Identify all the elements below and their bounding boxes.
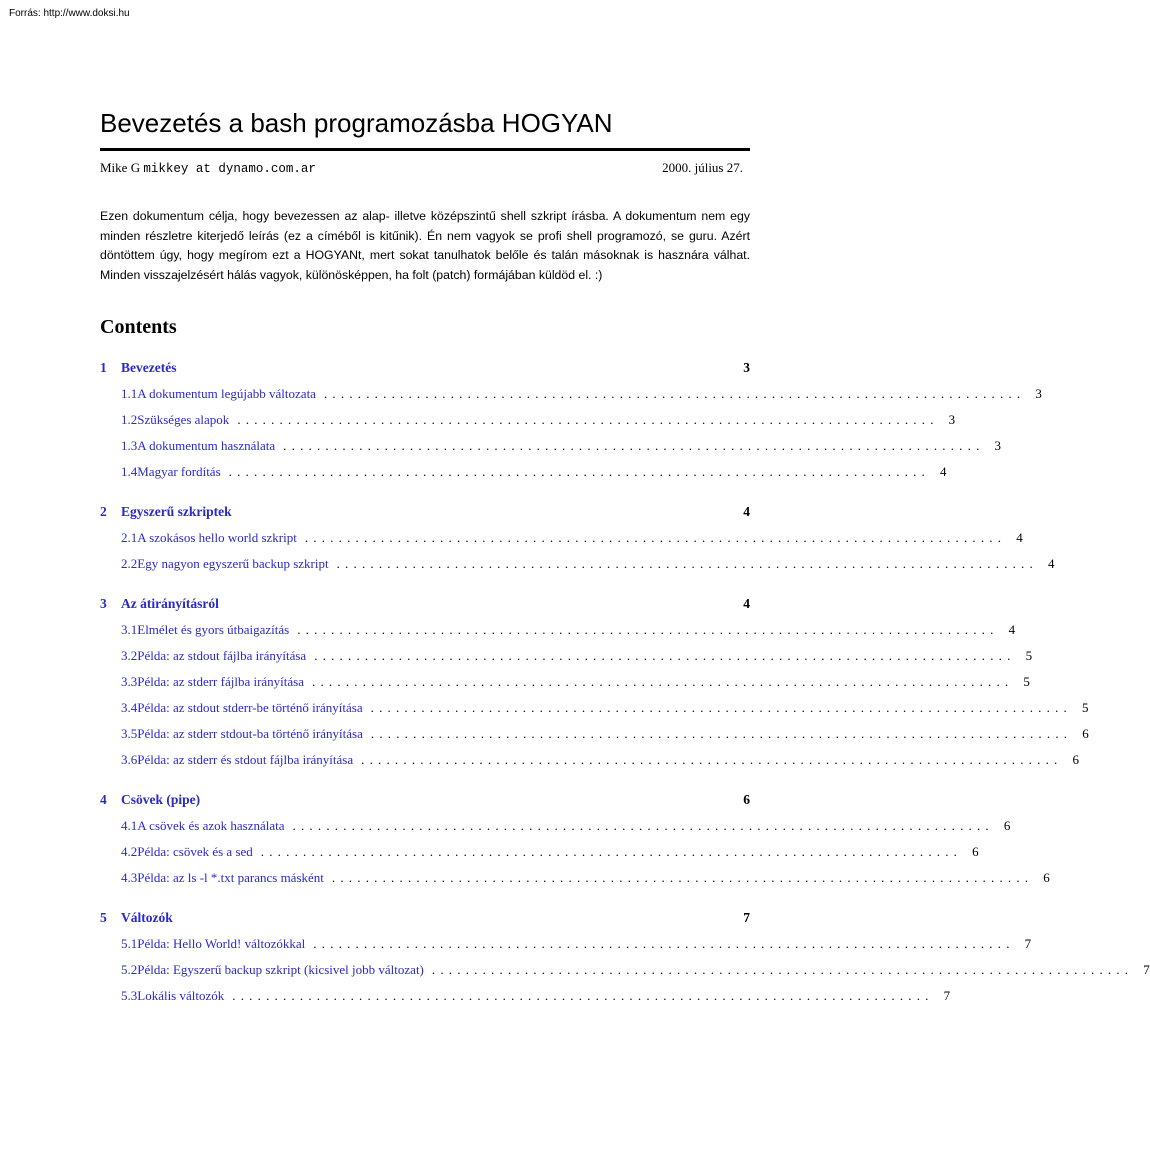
author-email: mikkey at dynamo.com.ar	[143, 162, 316, 176]
toc-subsection-link[interactable]: A dokumentum használata	[137, 438, 276, 453]
toc-subsection-link[interactable]: A dokumentum legújabb változata	[137, 386, 316, 401]
toc-subsection-number: 3.5	[121, 726, 138, 741]
toc-leader-dots: ...................................................................................	[260, 844, 963, 859]
toc-subsection-row[interactable]	[100, 726, 1089, 752]
toc-leader-dots: ...................................................................................	[232, 988, 934, 1003]
toc-subsection-number: 4.2	[121, 844, 138, 859]
toc-subsection-number: 4.1	[121, 818, 138, 833]
toc-page-number: 4	[940, 464, 947, 479]
toc-page-number: 6	[743, 792, 750, 807]
toc-subsection-link[interactable]: Példa: az ls -l *.txt parancs másként	[137, 870, 324, 885]
toc-subsection-row[interactable]	[100, 386, 1042, 412]
toc-section-row[interactable]	[100, 360, 750, 386]
toc-subsection-row[interactable]	[100, 936, 1032, 962]
toc-page-number: 3	[948, 412, 956, 427]
toc-section-number: 1	[100, 360, 107, 375]
toc-page-number: 4	[743, 504, 750, 519]
toc-page-number: 6	[1082, 726, 1089, 741]
toc-subsection-row[interactable]	[100, 464, 947, 490]
toc-subsection-row[interactable]	[100, 648, 1033, 674]
toc-leader-dots: ...................................................................................	[312, 674, 1014, 689]
toc-page-number: 7	[1143, 962, 1150, 977]
toc-subsection-number: 5.2	[121, 962, 138, 977]
toc-subsection-number: 5.1	[121, 936, 138, 951]
toc-subsection-number: 3.6	[121, 752, 138, 767]
toc-section-link[interactable]: Bevezetés	[121, 360, 177, 375]
toc-subsection-link[interactable]: Elmélet és gyors útbaigazítás	[137, 622, 290, 637]
toc-section-number: 2	[100, 504, 107, 519]
toc-section-row[interactable]	[100, 792, 750, 818]
toc-subsection-row[interactable]	[100, 438, 1002, 464]
toc-section-link[interactable]: Az átirányításról	[121, 596, 219, 611]
toc-subsection-number: 3.1	[121, 622, 138, 637]
toc-subsection-row[interactable]	[100, 844, 979, 870]
contents-heading: Contents	[100, 316, 177, 338]
toc-leader-dots: ...................................................................................	[313, 936, 1015, 951]
toc-section-link[interactable]: Változók	[121, 910, 173, 925]
toc-section-5	[100, 910, 1150, 1014]
toc-subsection-row[interactable]	[100, 988, 951, 1014]
toc-page-number: 3	[1035, 386, 1042, 401]
toc-subsection-row[interactable]	[100, 700, 1089, 726]
table-of-contents	[100, 360, 1150, 1028]
toc-section-number: 4	[100, 792, 107, 807]
toc-subsection-link[interactable]: Lokális változók	[137, 988, 225, 1003]
toc-subsection-link[interactable]: Magyar fordítás	[137, 464, 221, 479]
toc-page-number: 3	[994, 438, 1002, 453]
toc-page-number: 3	[743, 360, 750, 375]
document-date: 2000. július 27.	[662, 160, 743, 175]
toc-leader-dots: ...................................................................................	[292, 818, 994, 833]
toc-page-number: 5	[1023, 674, 1030, 689]
toc-subsection-row[interactable]	[100, 818, 1011, 844]
toc-subsection-link[interactable]: A szokásos hello world szkript	[137, 530, 297, 545]
toc-leader-dots: ...................................................................................	[331, 870, 1034, 885]
toc-section-2	[100, 504, 1055, 582]
toc-leader-dots: ...................................................................................	[370, 700, 1072, 715]
toc-page-number: 6	[972, 844, 979, 859]
toc-leader-dots: ...................................................................................	[228, 464, 930, 479]
title-rule	[100, 148, 750, 151]
toc-subsection-link[interactable]: Példa: Egyszerű backup szkript (kicsivel jobb változat)	[137, 962, 424, 977]
toc-section-1	[100, 360, 1042, 490]
toc-page-number: 4	[1016, 530, 1023, 545]
toc-section-4	[100, 792, 1050, 896]
source-url: Forrás: http://www.doksi.hu	[9, 8, 130, 19]
toc-leader-dots: ...................................................................................	[431, 962, 1134, 977]
toc-page-number: 4	[743, 596, 750, 611]
toc-section-row[interactable]	[100, 910, 750, 936]
toc-subsection-link[interactable]: Példa: az stdout fájlba irányítása	[137, 648, 307, 663]
toc-subsection-number: 3.4	[121, 700, 138, 715]
toc-subsection-link[interactable]: Példa: Hello World! változókkal	[137, 936, 306, 951]
toc-section-number: 5	[100, 910, 107, 925]
toc-subsection-link[interactable]: Példa: az stderr fájlba irányítása	[137, 674, 305, 689]
toc-leader-dots: ...................................................................................	[237, 412, 939, 427]
toc-page-number: 7	[743, 910, 750, 925]
toc-subsection-row[interactable]	[100, 962, 1150, 988]
toc-page-number: 4	[1047, 556, 1055, 571]
toc-subsection-number: 1.1	[121, 386, 138, 401]
toc-leader-dots: ...................................................................................	[297, 622, 999, 637]
toc-subsection-link[interactable]: Példa: az stdout stderr-be történő irányítása	[137, 700, 363, 715]
author-line	[100, 160, 316, 176]
toc-page-number: 4	[1008, 622, 1016, 637]
toc-page-number: 6	[1072, 752, 1079, 767]
toc-subsection-row[interactable]	[100, 674, 1030, 700]
document-title: Bevezetés a bash programozásba HOGYAN	[100, 108, 613, 138]
toc-leader-dots: ...................................................................................	[283, 438, 985, 453]
toc-page-number: 7	[943, 988, 951, 1003]
toc-leader-dots: ...................................................................................	[370, 726, 1073, 741]
toc-subsection-number: 1.4	[121, 464, 138, 479]
toc-page-number: 7	[1024, 936, 1032, 951]
toc-leader-dots: ...................................................................................	[361, 752, 1063, 767]
toc-subsection-row[interactable]	[100, 870, 1050, 896]
toc-section-link[interactable]: Egyszerű szkriptek	[121, 504, 232, 519]
toc-subsection-row[interactable]	[100, 752, 1079, 778]
toc-section-row[interactable]	[100, 504, 750, 530]
toc-page-number: 6	[1003, 818, 1011, 833]
author-name: Mike G	[100, 160, 141, 175]
toc-subsection-number: 1.3	[121, 438, 138, 453]
toc-subsection-number: 4.3	[121, 870, 138, 885]
toc-subsection-number: 3.2	[121, 648, 138, 663]
toc-leader-dots: ...................................................................................	[323, 386, 1026, 401]
toc-subsection-link[interactable]: Egy nagyon egyszerű backup szkript	[137, 556, 329, 571]
toc-subsection-number: 2.1	[121, 530, 138, 545]
toc-subsection-number: 1.2	[121, 412, 138, 427]
toc-subsection-row[interactable]	[100, 622, 1016, 648]
toc-subsection-number: 3.3	[121, 674, 138, 689]
toc-subsection-row[interactable]	[100, 556, 1055, 582]
abstract: Ezen dokumentum célja, hogy bevezessen az alap- illetve középszintű shell szkript írásba. A dokumentum nem egy minden részletre kiterjedő leírás (ez a címéből is kitűnik). Én nem vagyok se profi shell programozó, se guru. Azért döntöttem úgy, hogy megírom ezt a HOGYANt, mert sokat tanulhatok belőle és talán másoknak is hasznára válhat. Minden visszajelzésért hálás vagyok, különösképpen, ha folt (patch) formájában küldöd el. :)	[100, 209, 750, 282]
toc-leader-dots: ...................................................................................	[304, 530, 1007, 545]
toc-section-row[interactable]	[100, 596, 750, 622]
toc-subsection-link[interactable]: Példa: az stderr és stdout fájlba irányítása	[137, 752, 354, 767]
toc-subsection-link[interactable]: Példa: az stderr stdout-ba történő irányítása	[137, 726, 363, 741]
toc-leader-dots: ...................................................................................	[314, 648, 1016, 663]
toc-page-number: 5	[1081, 700, 1089, 715]
toc-subsection-link[interactable]: Szükséges alapok	[137, 412, 230, 427]
toc-leader-dots: ...................................................................................	[336, 556, 1038, 571]
toc-page-number: 6	[1043, 870, 1050, 885]
toc-subsection-row[interactable]	[100, 412, 956, 438]
toc-subsection-link[interactable]: Példa: csövek és a sed	[137, 844, 253, 859]
toc-section-3	[100, 596, 1089, 778]
toc-section-number: 3	[100, 596, 107, 611]
toc-subsection-link[interactable]: A csövek és azok használata	[137, 818, 285, 833]
toc-subsection-row[interactable]	[100, 530, 1023, 556]
toc-subsection-number: 5.3	[121, 988, 138, 1003]
toc-page-number: 5	[1025, 648, 1033, 663]
toc-subsection-number: 2.2	[121, 556, 138, 571]
toc-section-link[interactable]: Csövek (pipe)	[121, 792, 201, 807]
